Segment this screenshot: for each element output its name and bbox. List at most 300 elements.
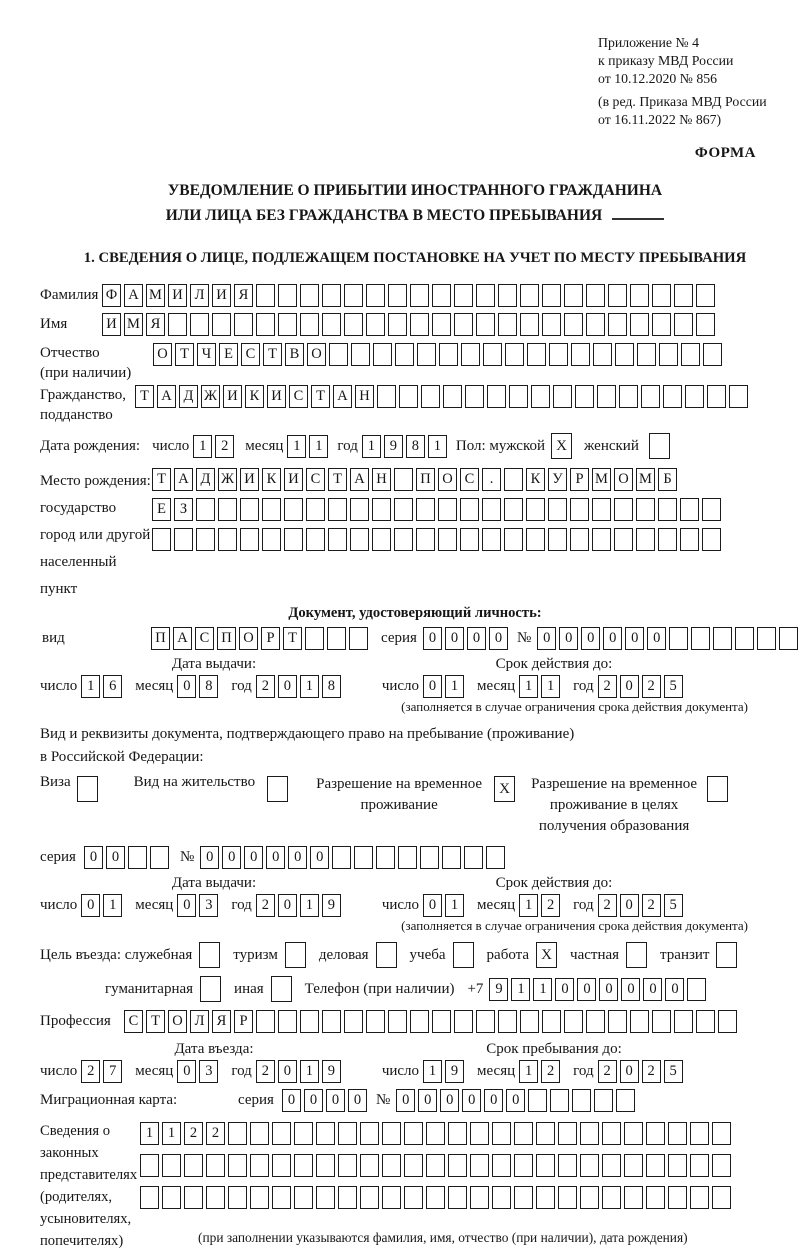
char-box[interactable] [399,385,418,408]
char-box[interactable] [256,284,275,307]
char-box[interactable] [382,1154,401,1177]
char-box[interactable] [624,1154,643,1177]
char-box[interactable]: К [526,468,545,491]
char-box[interactable] [624,1122,643,1145]
stay-expiry-year-input[interactable] [598,894,686,917]
char-box[interactable] [712,1186,731,1209]
visa-checkbox[interactable] [77,776,98,802]
char-box[interactable] [168,313,187,336]
char-box[interactable] [674,1010,693,1033]
char-box[interactable]: 0 [222,846,241,869]
char-box[interactable] [575,385,594,408]
char-box[interactable]: 0 [467,627,486,650]
char-box[interactable]: 0 [440,1089,459,1112]
char-box[interactable]: П [416,468,435,491]
char-box[interactable]: 2 [256,675,275,698]
given-name-input[interactable] [102,313,718,336]
char-box[interactable] [262,498,281,521]
char-box[interactable] [284,498,303,521]
purpose-work-checkbox[interactable]: X [536,942,557,968]
char-box[interactable] [687,978,706,1001]
char-box[interactable] [228,1186,247,1209]
char-box[interactable] [354,846,373,869]
char-box[interactable] [486,846,505,869]
char-box[interactable] [438,498,457,521]
char-box[interactable]: 2 [215,435,234,458]
char-box[interactable]: П [151,627,170,650]
char-box[interactable]: Л [190,284,209,307]
char-box[interactable] [646,1122,665,1145]
char-box[interactable] [531,385,550,408]
char-box[interactable] [597,385,616,408]
char-box[interactable] [696,313,715,336]
char-box[interactable]: 0 [106,846,125,869]
char-box[interactable] [152,528,171,551]
char-box[interactable]: Ж [218,468,237,491]
doc-kind-input[interactable] [151,627,371,650]
char-box[interactable]: 1 [140,1122,159,1145]
char-box[interactable] [438,528,457,551]
char-box[interactable]: 1 [300,1060,319,1083]
char-box[interactable] [416,528,435,551]
char-box[interactable] [388,313,407,336]
char-box[interactable] [344,1010,363,1033]
stay-doc-series-input[interactable] [84,846,172,869]
char-box[interactable] [505,343,524,366]
char-box[interactable] [351,343,370,366]
char-box[interactable]: С [289,385,308,408]
char-box[interactable] [586,1010,605,1033]
char-box[interactable] [416,498,435,521]
char-box[interactable]: 1 [193,435,212,458]
char-box[interactable] [294,1122,313,1145]
representatives-row3-input[interactable] [140,1186,734,1209]
char-box[interactable] [498,284,517,307]
char-box[interactable] [360,1154,379,1177]
char-box[interactable] [536,1154,555,1177]
char-box[interactable] [608,313,627,336]
char-box[interactable]: О [168,1010,187,1033]
char-box[interactable] [234,313,253,336]
char-box[interactable] [630,313,649,336]
char-box[interactable] [344,284,363,307]
char-box[interactable] [536,1122,555,1145]
char-box[interactable] [162,1154,181,1177]
char-box[interactable] [465,385,484,408]
char-box[interactable] [426,1154,445,1177]
char-box[interactable] [602,1154,621,1177]
char-box[interactable] [377,385,396,408]
char-box[interactable]: 5 [664,1060,683,1083]
entry-day-input[interactable] [81,1060,125,1083]
residence-permit-checkbox[interactable] [267,776,288,802]
profession-input[interactable] [124,1010,740,1033]
char-box[interactable] [426,1186,445,1209]
char-box[interactable] [256,1010,275,1033]
char-box[interactable] [630,284,649,307]
char-box[interactable] [779,627,798,650]
char-box[interactable] [702,498,721,521]
char-box[interactable] [327,627,346,650]
char-box[interactable]: 0 [423,627,442,650]
char-box[interactable]: 0 [647,627,666,650]
char-box[interactable] [659,343,678,366]
char-box[interactable] [349,627,368,650]
char-box[interactable] [526,498,545,521]
char-box[interactable] [360,1122,379,1145]
char-box[interactable] [592,498,611,521]
char-box[interactable] [448,1154,467,1177]
char-box[interactable]: 0 [310,846,329,869]
char-box[interactable] [150,846,169,869]
char-box[interactable]: 0 [200,846,219,869]
char-box[interactable] [256,313,275,336]
char-box[interactable]: 0 [326,1089,345,1112]
char-box[interactable]: А [124,284,143,307]
char-box[interactable] [332,846,351,869]
char-box[interactable] [558,1122,577,1145]
char-box[interactable] [439,343,458,366]
char-box[interactable] [669,627,688,650]
char-box[interactable]: 0 [555,978,574,1001]
char-box[interactable] [492,1186,511,1209]
char-box[interactable] [652,284,671,307]
char-box[interactable]: Я [212,1010,231,1033]
char-box[interactable] [608,1010,627,1033]
char-box[interactable] [592,528,611,551]
char-box[interactable]: Л [190,1010,209,1033]
char-box[interactable]: 1 [162,1122,181,1145]
char-box[interactable]: Р [261,627,280,650]
char-box[interactable] [442,846,461,869]
char-box[interactable] [300,1010,319,1033]
char-box[interactable]: И [284,468,303,491]
char-box[interactable] [432,313,451,336]
char-box[interactable]: А [173,627,192,650]
char-box[interactable] [636,528,655,551]
purpose-study-checkbox[interactable] [453,942,474,968]
char-box[interactable] [498,313,517,336]
char-box[interactable]: О [239,627,258,650]
char-box[interactable]: 8 [406,435,425,458]
char-box[interactable] [305,627,324,650]
char-box[interactable]: 0 [282,1089,301,1112]
char-box[interactable] [426,1122,445,1145]
char-box[interactable]: 2 [642,675,661,698]
char-box[interactable] [448,1186,467,1209]
char-box[interactable] [652,1010,671,1033]
char-box[interactable] [218,528,237,551]
char-box[interactable]: 0 [462,1089,481,1112]
char-box[interactable] [454,284,473,307]
char-box[interactable] [520,284,539,307]
char-box[interactable] [410,284,429,307]
char-box[interactable] [527,343,546,366]
char-box[interactable] [461,343,480,366]
char-box[interactable] [228,1154,247,1177]
char-box[interactable] [514,1186,533,1209]
char-box[interactable]: Ж [201,385,220,408]
char-box[interactable] [350,498,369,521]
purpose-official-checkbox[interactable] [199,942,220,968]
char-box[interactable] [504,528,523,551]
char-box[interactable] [542,1010,561,1033]
char-box[interactable] [278,313,297,336]
stay-expiry-day-input[interactable] [423,894,467,917]
char-box[interactable]: . [482,468,501,491]
char-box[interactable]: Р [570,468,589,491]
char-box[interactable]: 0 [288,846,307,869]
citizenship-input[interactable] [135,385,751,408]
char-box[interactable]: 0 [537,627,556,650]
char-box[interactable] [300,284,319,307]
char-box[interactable] [294,1186,313,1209]
id-issue-day-input[interactable] [81,675,125,698]
char-box[interactable] [616,1089,635,1112]
char-box[interactable] [300,313,319,336]
char-box[interactable]: 0 [84,846,103,869]
char-box[interactable]: 0 [577,978,596,1001]
char-box[interactable] [482,498,501,521]
id-expiry-day-input[interactable] [423,675,467,698]
char-box[interactable] [196,498,215,521]
char-box[interactable] [328,528,347,551]
char-box[interactable]: У [548,468,567,491]
char-box[interactable]: 8 [322,675,341,698]
char-box[interactable] [713,627,732,650]
char-box[interactable] [690,1154,709,1177]
char-box[interactable]: 0 [278,894,297,917]
char-box[interactable] [637,343,656,366]
char-box[interactable] [594,1089,613,1112]
char-box[interactable] [570,528,589,551]
char-box[interactable]: 2 [541,894,560,917]
char-box[interactable]: Я [146,313,165,336]
char-box[interactable] [140,1154,159,1177]
char-box[interactable]: О [438,468,457,491]
char-box[interactable]: И [212,284,231,307]
char-box[interactable]: 2 [81,1060,100,1083]
char-box[interactable]: И [102,313,121,336]
char-box[interactable] [658,498,677,521]
char-box[interactable] [680,498,699,521]
char-box[interactable] [614,498,633,521]
char-box[interactable] [322,284,341,307]
sex-female-checkbox[interactable] [649,433,670,459]
char-box[interactable] [454,313,473,336]
char-box[interactable]: Ч [197,343,216,366]
migration-card-series-input[interactable] [282,1089,370,1112]
char-box[interactable] [316,1154,335,1177]
char-box[interactable]: Н [372,468,391,491]
birth-place-row2-input[interactable] [152,498,724,521]
char-box[interactable]: С [195,627,214,650]
char-box[interactable]: 0 [177,675,196,698]
char-box[interactable]: 1 [445,675,464,698]
char-box[interactable] [690,1186,709,1209]
char-box[interactable]: 0 [581,627,600,650]
char-box[interactable] [712,1122,731,1145]
entry-month-input[interactable] [177,1060,221,1083]
char-box[interactable] [735,627,754,650]
stay-until-year-input[interactable] [598,1060,686,1083]
char-box[interactable] [586,284,605,307]
char-box[interactable]: 0 [423,894,442,917]
char-box[interactable] [548,528,567,551]
char-box[interactable]: О [614,468,633,491]
char-box[interactable] [483,343,502,366]
char-box[interactable] [206,1154,225,1177]
char-box[interactable] [558,1154,577,1177]
char-box[interactable] [681,343,700,366]
char-box[interactable]: Н [355,385,374,408]
stay-issue-month-input[interactable] [177,894,221,917]
char-box[interactable] [602,1122,621,1145]
char-box[interactable] [514,1122,533,1145]
char-box[interactable]: 2 [598,1060,617,1083]
char-box[interactable] [614,528,633,551]
id-expiry-year-input[interactable] [598,675,686,698]
char-box[interactable] [668,1154,687,1177]
purpose-transit-checkbox[interactable] [716,942,737,968]
char-box[interactable]: К [245,385,264,408]
char-box[interactable] [674,284,693,307]
char-box[interactable]: 0 [603,627,622,650]
char-box[interactable] [652,313,671,336]
char-box[interactable] [558,1186,577,1209]
char-box[interactable] [615,343,634,366]
char-box[interactable] [421,385,440,408]
char-box[interactable] [316,1122,335,1145]
sex-male-checkbox[interactable]: X [551,433,572,459]
purpose-other-checkbox[interactable] [271,976,292,1002]
char-box[interactable]: 0 [348,1089,367,1112]
char-box[interactable] [548,498,567,521]
char-box[interactable] [564,284,583,307]
char-box[interactable] [549,343,568,366]
char-box[interactable]: 1 [428,435,447,458]
char-box[interactable] [580,1186,599,1209]
doc-number-input[interactable] [537,627,800,650]
char-box[interactable]: 0 [665,978,684,1001]
purpose-private-checkbox[interactable] [626,942,647,968]
char-box[interactable] [184,1186,203,1209]
char-box[interactable]: 8 [199,675,218,698]
char-box[interactable]: С [306,468,325,491]
char-box[interactable]: 2 [642,894,661,917]
char-box[interactable] [432,1010,451,1033]
char-box[interactable] [338,1186,357,1209]
char-box[interactable] [394,528,413,551]
char-box[interactable] [542,313,561,336]
char-box[interactable]: 0 [396,1089,415,1112]
char-box[interactable]: 1 [541,675,560,698]
char-box[interactable] [624,1186,643,1209]
temp-residence-checkbox[interactable]: X [494,776,515,802]
char-box[interactable] [690,1122,709,1145]
stay-issue-day-input[interactable] [81,894,125,917]
char-box[interactable] [476,284,495,307]
char-box[interactable] [373,343,392,366]
char-box[interactable]: 0 [81,894,100,917]
char-box[interactable] [443,385,462,408]
char-box[interactable] [306,528,325,551]
char-box[interactable] [504,468,523,491]
char-box[interactable] [520,313,539,336]
char-box[interactable]: 0 [620,894,639,917]
char-box[interactable] [382,1122,401,1145]
char-box[interactable] [372,498,391,521]
char-box[interactable]: 0 [599,978,618,1001]
char-box[interactable]: Я [234,284,253,307]
char-box[interactable] [564,1010,583,1033]
char-box[interactable]: 1 [309,435,328,458]
char-box[interactable]: 1 [533,978,552,1001]
char-box[interactable]: 0 [177,1060,196,1083]
char-box[interactable]: 9 [489,978,508,1001]
char-box[interactable]: 1 [287,435,306,458]
char-box[interactable]: Т [283,627,302,650]
char-box[interactable] [432,284,451,307]
char-box[interactable]: О [153,343,172,366]
char-box[interactable]: 2 [598,894,617,917]
char-box[interactable] [593,343,612,366]
char-box[interactable]: 2 [256,1060,275,1083]
char-box[interactable] [580,1122,599,1145]
char-box[interactable] [460,528,479,551]
char-box[interactable] [619,385,638,408]
char-box[interactable] [360,1186,379,1209]
char-box[interactable] [372,528,391,551]
char-box[interactable] [646,1154,665,1177]
entry-year-input[interactable] [256,1060,344,1083]
char-box[interactable] [404,1186,423,1209]
stay-until-month-input[interactable] [519,1060,563,1083]
char-box[interactable]: С [460,468,479,491]
char-box[interactable]: 0 [625,627,644,650]
char-box[interactable] [570,498,589,521]
char-box[interactable] [476,1010,495,1033]
char-box[interactable] [388,1010,407,1033]
char-box[interactable] [509,385,528,408]
char-box[interactable] [344,313,363,336]
birth-month-input[interactable] [287,435,331,458]
char-box[interactable] [420,846,439,869]
char-box[interactable] [470,1122,489,1145]
char-box[interactable]: 3 [199,894,218,917]
char-box[interactable] [404,1154,423,1177]
char-box[interactable] [729,385,748,408]
char-box[interactable] [328,498,347,521]
char-box[interactable] [464,846,483,869]
char-box[interactable] [586,313,605,336]
char-box[interactable] [278,284,297,307]
char-box[interactable]: 0 [484,1089,503,1112]
char-box[interactable]: 0 [445,627,464,650]
char-box[interactable] [240,498,259,521]
char-box[interactable] [641,385,660,408]
char-box[interactable] [712,1154,731,1177]
migration-card-number-input[interactable] [396,1089,638,1112]
char-box[interactable]: М [124,313,143,336]
char-box[interactable]: 5 [664,894,683,917]
char-box[interactable] [492,1122,511,1145]
char-box[interactable] [470,1186,489,1209]
char-box[interactable]: И [168,284,187,307]
char-box[interactable] [696,284,715,307]
char-box[interactable] [322,1010,341,1033]
char-box[interactable]: 7 [103,1060,122,1083]
